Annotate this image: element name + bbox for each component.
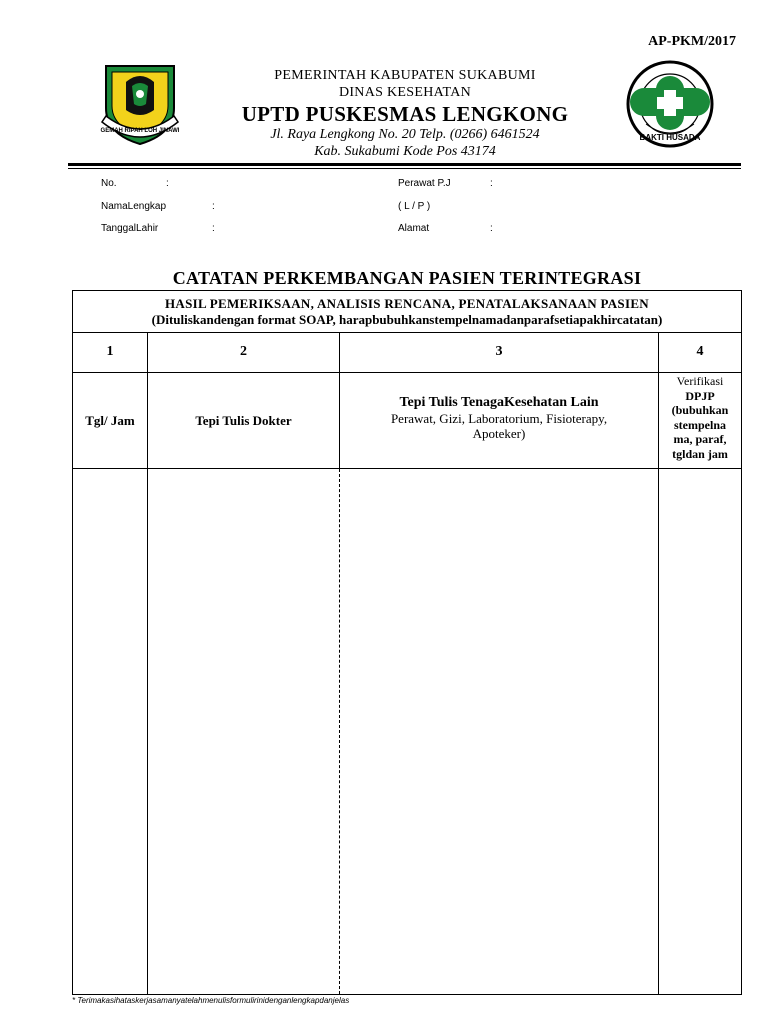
field-no-colon: : [166,178,169,189]
verification-line: stempelna [674,417,726,432]
verification-line: DPJP [685,388,715,403]
column-number-4: 4 [696,344,704,359]
column-divider-dashed [339,469,340,994]
field-nama-colon: : [212,201,215,212]
department-name: DINAS KESEHATAN [338,85,472,100]
column-number-2: 2 [240,344,247,359]
field-no-label: No. [101,178,117,189]
field-tanggal-colon: : [212,223,215,234]
sukabumi-crest-logo [96,60,184,148]
header-rule-thin [68,168,741,169]
field-alamat-colon: : [490,223,493,234]
svg-text:BAKTI HUSADA: BAKTI HUSADA [639,133,701,142]
field-alamat-label: Alamat [398,223,430,234]
form-title: CATATAN PERKEMBANGAN PASIEN TERINTEGRASI [172,268,642,288]
column-header-other-staff [340,373,658,468]
field-perawat-colon: : [490,178,493,189]
footnote: * Terimakasihataskerjasamanyatelahmenulisformulirinidenganlengkapdanjelas [72,996,350,1005]
government-name: PEMERINTAH KABUPATEN SUKABUMI [274,68,536,83]
progress-notes-table [72,290,742,995]
verification-line: Verifikasi [676,374,724,388]
table-header-subtitle: (Dituliskandengan format SOAP, harapbubuhkanstempelnamadanparafsetiapakhircatatan) [151,311,663,327]
table-header [73,291,741,332]
column-header-verification [659,373,741,468]
table-rule [73,468,741,469]
column-number-1: 1 [106,344,114,359]
column-header-other-staff-sub2: Apoteker) [472,426,526,441]
address-line-2: Kab. Sukabumi Kode Pos 43174 [314,144,496,159]
verification-line: tgldan jam [672,446,728,461]
field-perawat-label: Perawat P.J [398,178,451,189]
column-header-date-time: Tgl/ Jam [85,412,135,428]
svg-text:GEMAH RIPAH LOH JINAWI: GEMAH RIPAH LOH JINAWI [100,128,180,134]
document-code: AP-PKM/2017 [648,34,736,49]
field-nama-label: NamaLengkap [101,201,167,212]
verification-line: (bubuhkan [671,403,729,417]
verification-line: ma, paraf, [673,432,727,446]
institution-title: UPTD PUSKESMAS LENGKONG [241,102,569,126]
table-header-title: HASIL PEMERIKSAAN, ANALISIS RENCANA, PENATALAKSANAAN PASIEN [165,295,649,311]
column-header-other-staff-sub1: Perawat, Gizi, Laboratorium, Fisioterapy, [390,411,608,426]
field-tanggal-label: TanggalLahir [101,223,159,234]
address-line-1: Jl. Raya Lengkong No. 20 Telp. (0266) 6461524 [270,127,540,142]
column-number-3: 3 [495,344,503,359]
header-rule-thick [68,163,741,166]
column-header-doctor-notes: Tepi Tulis Dokter [195,412,292,428]
bakti-husada-logo [624,58,716,150]
field-gender-label: ( L / P ) [398,201,431,212]
column-header-other-staff-title: Tepi Tulis TenagaKesehatan Lain [399,395,599,410]
